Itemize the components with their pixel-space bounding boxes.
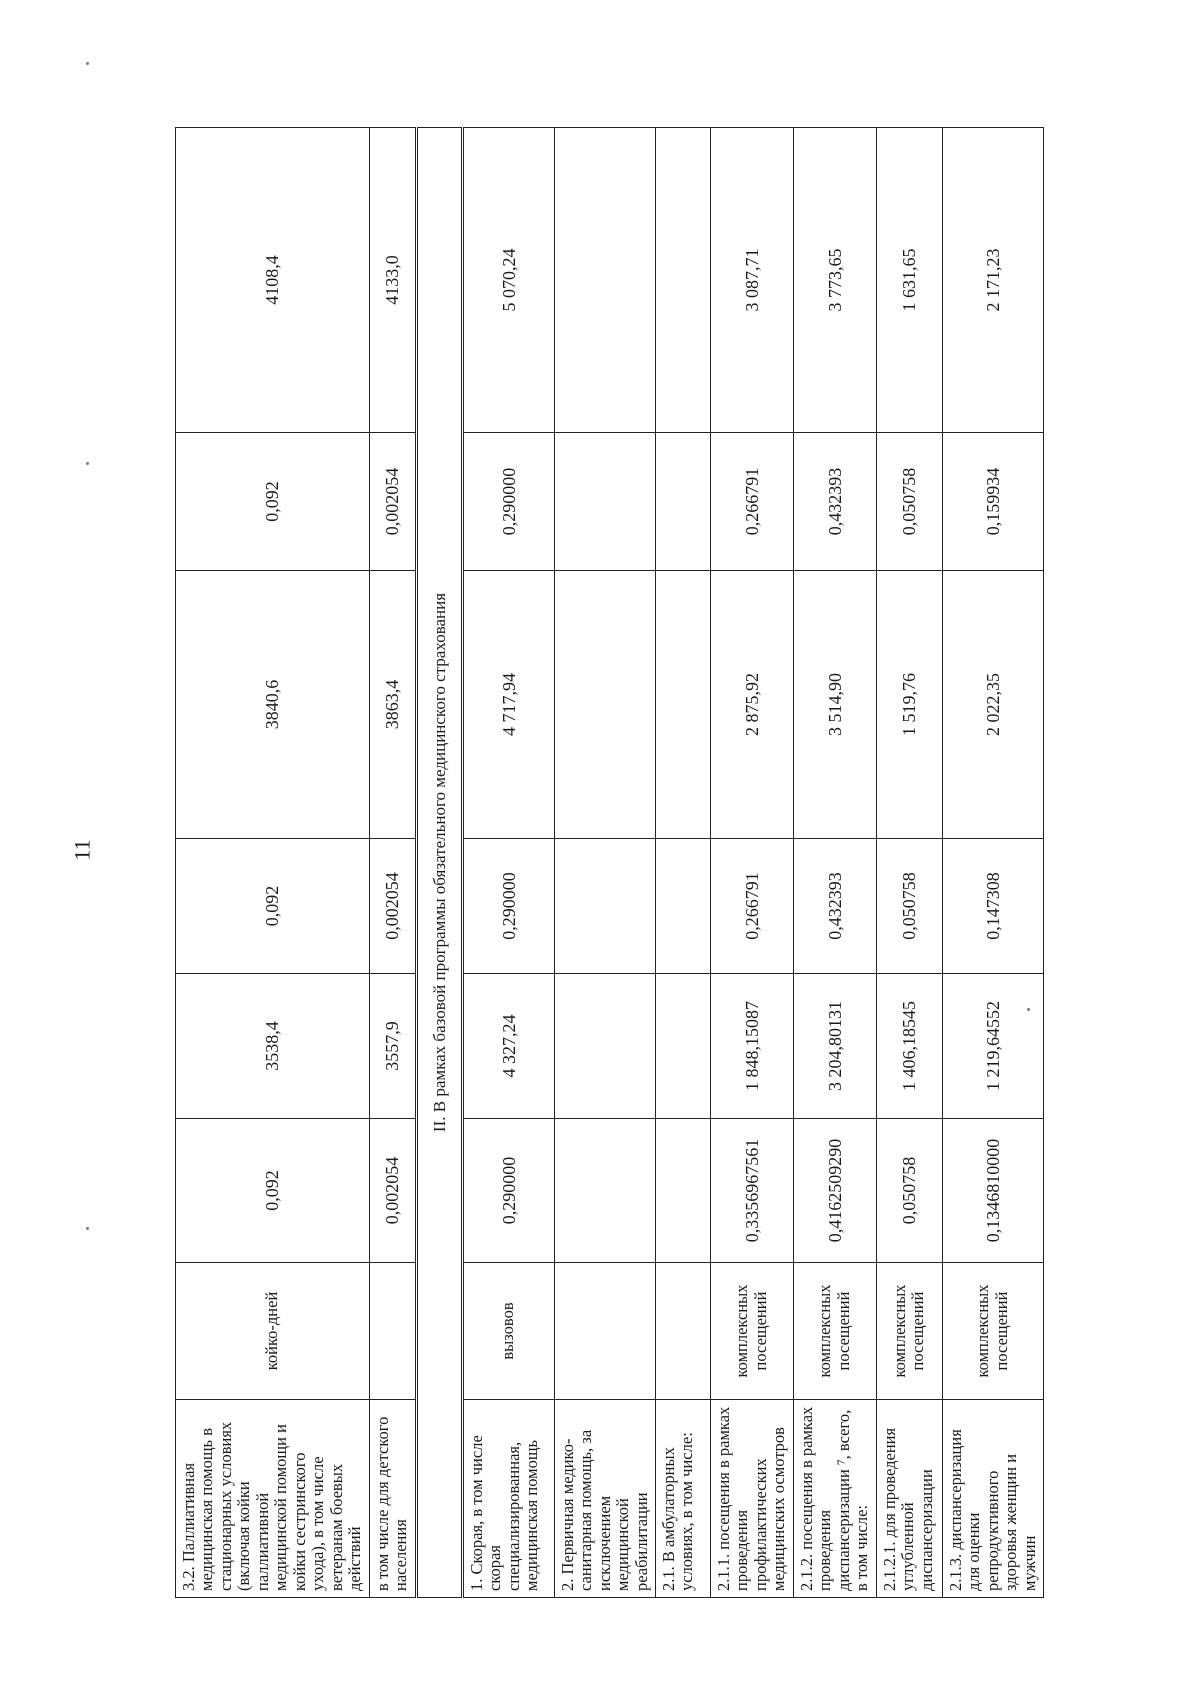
row-label: 1. Скорая, в том числе скорая специализированная, медицинская помощь: [462, 1400, 554, 1598]
value-cell: 0,092: [176, 839, 370, 974]
value-cell: 3 087,71: [710, 128, 793, 433]
value-cell: 4 717,94: [462, 571, 554, 839]
value-cell: 0,432393: [793, 839, 876, 974]
value-cell: 1 219,64552: [942, 974, 1043, 1119]
value-cell: 1 848,15087: [710, 974, 793, 1119]
row-unit: комплексных посещений: [942, 1263, 1043, 1400]
value-cell: 0,002054: [369, 1119, 416, 1263]
value-cell: 3538,4: [176, 974, 370, 1119]
value-cell: [554, 1119, 655, 1263]
value-cell: [554, 839, 655, 974]
table-row: [876, 128, 942, 1598]
row-label: 2.1.2.1. для проведения углубленной диспансеризации: [876, 1400, 942, 1598]
value-cell: [655, 128, 710, 433]
scan-speck: [86, 462, 89, 465]
row-label: в том числе для детского населения: [369, 1400, 416, 1598]
value-cell: 0,050758: [876, 433, 942, 571]
value-cell: 0,002054: [369, 433, 416, 571]
value-cell: 0,266791: [710, 839, 793, 974]
value-cell: 0,092: [176, 433, 370, 571]
table-row: [942, 128, 1043, 1598]
value-cell: 0,092: [176, 1119, 370, 1263]
value-cell: 0,290000: [462, 433, 554, 571]
row-unit: [554, 1263, 655, 1400]
value-cell: 2 875,92: [710, 571, 793, 839]
row-label: 2.1.1. посещения в рамках проведения профилактических медицинских осмотров: [710, 1400, 793, 1598]
value-cell: [655, 974, 710, 1119]
value-cell: [554, 974, 655, 1119]
value-cell: 1 406,18545: [876, 974, 942, 1119]
row-unit: комплексных посещений: [710, 1263, 793, 1400]
value-cell: 3840,6: [176, 571, 370, 839]
value-cell: 4 327,24: [462, 974, 554, 1119]
table-row: [793, 128, 876, 1598]
value-cell: 1 519,76: [876, 571, 942, 839]
value-cell: [655, 839, 710, 974]
scan-speck: [86, 62, 89, 65]
value-cell: 0,290000: [462, 839, 554, 974]
value-cell: 2 022,35: [942, 571, 1043, 839]
row-label: 2. Первичная медико-санитарная помощь, за исключением медицинской реабилитации: [554, 1400, 655, 1598]
table-row: [710, 128, 793, 1598]
value-cell: 0,432393: [793, 433, 876, 571]
value-cell: 4108,4: [176, 128, 370, 433]
value-cell: [655, 571, 710, 839]
scan-speck: [86, 1227, 89, 1230]
rotated-table-wrapper: [175, 128, 1039, 1598]
row-unit: комплексных посещений: [793, 1263, 876, 1400]
value-cell: 0,050758: [876, 1119, 942, 1263]
section-row: [416, 128, 462, 1598]
value-cell: 3863,4: [369, 571, 416, 839]
row-label: 2.1.3. диспансеризация для оценки репродуктивного здоровья женщин и мужчин: [942, 1400, 1043, 1598]
row-label: 2.1.2. посещения в рамках проведения диспансеризации ⁷, всего, в том числе:: [793, 1400, 876, 1598]
value-cell: 2 171,23: [942, 128, 1043, 433]
value-cell: 1 631,65: [876, 128, 942, 433]
table-row: [554, 128, 655, 1598]
value-cell: [655, 433, 710, 571]
value-cell: 3 204,80131: [793, 974, 876, 1119]
value-cell: 0,266791: [710, 433, 793, 571]
page-number: 11: [69, 839, 95, 861]
table-row: [176, 128, 370, 1598]
value-cell: [554, 128, 655, 433]
value-cell: 4133,0: [369, 128, 416, 433]
row-unit: койко-дней: [176, 1263, 370, 1400]
value-cell: 3 773,65: [793, 128, 876, 433]
row-unit: комплексных посещений: [876, 1263, 942, 1400]
value-cell: 0,3356967561: [710, 1119, 793, 1263]
value-cell: 0,4162509290: [793, 1119, 876, 1263]
row-label: 3.2. Паллиативная медицинская помощь в стационарных условиях (включая койки паллиативной медицинской помощи и койки сестринского ухода), в том числе ветеранам боевых действий: [176, 1400, 370, 1598]
data-table: [175, 127, 1044, 1598]
value-cell: 0,002054: [369, 839, 416, 974]
value-cell: [655, 1119, 710, 1263]
value-cell: [554, 571, 655, 839]
row-unit: вызовов: [462, 1263, 554, 1400]
value-cell: 0,1346810000: [942, 1119, 1043, 1263]
value-cell: 0,290000: [462, 1119, 554, 1263]
value-cell: 3 514,90: [793, 571, 876, 839]
section-title: II. В рамках базовой программы обязательного медицинского страхования: [416, 128, 462, 1598]
value-cell: [554, 433, 655, 571]
table-row: [369, 128, 416, 1598]
table-row: [655, 128, 710, 1598]
row-unit: [655, 1263, 710, 1400]
value-cell: 5 070,24: [462, 128, 554, 433]
value-cell: 3557,9: [369, 974, 416, 1119]
value-cell: 0,159934: [942, 433, 1043, 571]
value-cell: 0,147308: [942, 839, 1043, 974]
value-cell: 0,050758: [876, 839, 942, 974]
row-label: 2.1. В амбулаторных условиях, в том числе:: [655, 1400, 710, 1598]
table-row: [462, 128, 554, 1598]
row-unit: [369, 1263, 416, 1400]
